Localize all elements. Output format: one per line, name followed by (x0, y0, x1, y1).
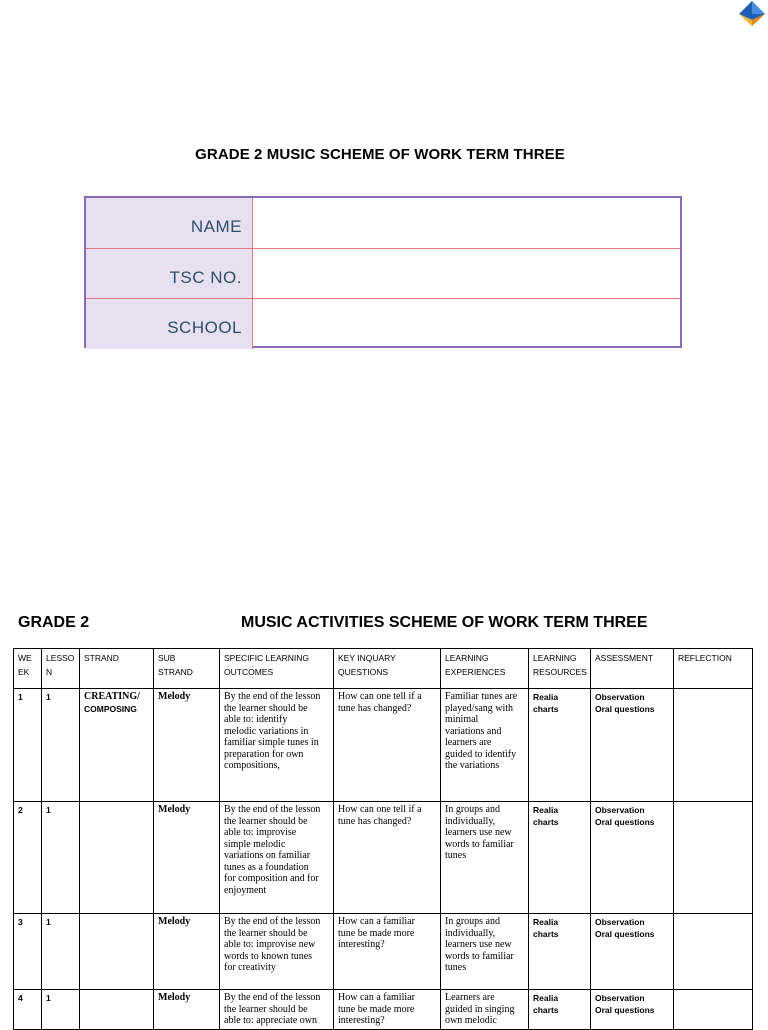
cell-line: Observation (595, 805, 645, 815)
cell-line: charts (533, 1005, 559, 1015)
assessment-cell (591, 802, 674, 914)
cell-text: Melody (158, 992, 191, 1003)
cell-line: melodic variations in (224, 725, 309, 737)
lesson-cell (42, 914, 80, 990)
column-header (14, 649, 42, 689)
column-header-text: WE (18, 653, 32, 663)
cell-text: 1 (46, 917, 51, 927)
table-row (14, 802, 753, 914)
cell-line: played/sang with (445, 702, 514, 714)
cell-line: Oral questions (595, 817, 655, 827)
column-header (220, 649, 334, 689)
cell-line: compositions, (224, 760, 280, 771)
cell-line: tune has changed? (338, 702, 412, 714)
column-header (154, 649, 220, 689)
cell-line: How can a familiar (338, 992, 415, 1003)
strand-cell (80, 689, 154, 802)
name-field[interactable] (254, 198, 680, 248)
column-header (80, 649, 154, 689)
cell-line: How can a familiar (338, 916, 415, 927)
scheme-of-work-table (13, 648, 753, 1030)
cell-line: guided in singing (445, 1003, 515, 1015)
cell-line: minimal (445, 714, 479, 725)
cell-line: individually, (445, 927, 496, 939)
column-header-text: N (46, 667, 53, 677)
column-header-text: RESOURCES (533, 667, 587, 677)
cell-line: charts (533, 929, 559, 939)
cell-line: tune be made more (338, 1003, 415, 1015)
cell-line: Oral questions (595, 1005, 655, 1015)
lesson-cell (42, 689, 80, 802)
cell-line: By the end of the lesson (224, 691, 321, 702)
column-header (42, 649, 80, 689)
reflection-cell (674, 914, 753, 990)
cell-line: able to: improvise (224, 827, 297, 838)
cell-line: By the end of the lesson (224, 916, 321, 927)
cell-line: In groups and (445, 804, 500, 815)
resources-cell (529, 914, 591, 990)
cell-line: Realia (533, 692, 559, 702)
document-title: GRADE 2 MUSIC SCHEME OF WORK TERM THREE (195, 146, 565, 163)
cell-line: interesting? (338, 1015, 385, 1026)
table-row (14, 914, 753, 990)
column-header-text: ASSESSMENT (595, 653, 654, 663)
column-header-text: STRAND (158, 667, 193, 677)
cell-line: learners are (445, 737, 492, 748)
cell-line: Observation (595, 993, 645, 1003)
cell-line: How can one tell if a (338, 691, 422, 702)
teacher-info-box (84, 196, 682, 348)
lesson-cell (42, 802, 80, 914)
cell-line: learners use new (445, 827, 512, 838)
column-header-text: STRAND (84, 653, 119, 663)
name-label: NAME (86, 198, 253, 248)
cell-line: words to known tunes (224, 950, 313, 962)
cell-text: 1 (46, 805, 51, 815)
week-cell (14, 914, 42, 990)
column-header-text: SUB (158, 653, 176, 663)
cell-line: Realia (533, 917, 559, 927)
cell-line: tune has changed? (338, 815, 412, 827)
cell-line: able to: improvise new (224, 939, 316, 950)
cell-text: 1 (46, 692, 51, 702)
resources-cell (529, 802, 591, 914)
cell-line: Oral questions (595, 704, 655, 714)
cell-line: By the end of the lesson (224, 992, 321, 1003)
experiences-cell (441, 914, 529, 990)
cell-line: own melodic (445, 1015, 497, 1026)
column-header (674, 649, 753, 689)
cell-line: the learner should be (224, 702, 308, 714)
cell-text: Melody (158, 916, 191, 927)
questions-cell (334, 914, 441, 990)
cell-line: variations and (445, 725, 502, 737)
cell-line: for composition and for (224, 873, 319, 884)
cell-line: words to familiar (445, 838, 514, 850)
cell-line: variations on familiar (224, 850, 311, 861)
column-header-text: EK (18, 667, 30, 677)
cell-line: able to: appreciate own (224, 1015, 318, 1026)
questions-cell (334, 689, 441, 802)
cell-line: able to: identify (224, 714, 288, 725)
cell-line: for creativity (224, 962, 276, 973)
cell-line: simple melodic (224, 838, 286, 850)
reflection-cell (674, 802, 753, 914)
experiences-cell (441, 689, 529, 802)
cell-line: Observation (595, 692, 645, 702)
cell-line: preparation for own (224, 748, 304, 760)
cell-text: 3 (18, 917, 23, 927)
cell-line: tunes (445, 962, 467, 973)
cell-line: the variations (445, 760, 500, 771)
outcomes-cell (220, 689, 334, 802)
column-header-text: SPECIFIC LEARNING (224, 653, 310, 663)
column-header (441, 649, 529, 689)
sub-strand-cell (154, 914, 220, 990)
cell-line: Realia (533, 993, 559, 1003)
outcomes-cell (220, 914, 334, 990)
cell-line: enjoyment (224, 884, 267, 896)
cell-line: the learner should be (224, 815, 308, 827)
info-row-name (86, 198, 680, 248)
cell-text: Melody (158, 691, 191, 702)
cell-line: Oral questions (595, 929, 655, 939)
cell-line: How can one tell if a (338, 804, 422, 815)
cell-line: charts (533, 704, 559, 714)
week-cell (14, 689, 42, 802)
cell-line: Familiar tunes are (445, 691, 518, 702)
diamond-logo-icon (737, 0, 767, 28)
tsc-label: TSC NO. (86, 249, 253, 299)
cell-line: tunes (445, 850, 467, 861)
column-header-text: LESSO (46, 653, 75, 663)
sub-strand-cell (154, 802, 220, 914)
cell-line: Learners are (445, 992, 495, 1003)
column-header-text: REFLECTION (678, 653, 732, 663)
questions-cell (334, 802, 441, 914)
table-header-row (14, 649, 753, 689)
column-header-text: EXPERIENCES (445, 667, 506, 677)
scheme-title: MUSIC ACTIVITIES SCHEME OF WORK TERM THREE (241, 614, 648, 631)
cell-line: the learner should be (224, 1003, 308, 1015)
column-header-text: LEARNING (533, 653, 577, 663)
cell-line: interesting? (338, 939, 385, 950)
column-header (529, 649, 591, 689)
strand-cell (80, 914, 154, 990)
assessment-cell (591, 914, 674, 990)
column-header-text: OUTCOMES (224, 667, 274, 677)
resources-cell (529, 689, 591, 802)
cell-line: individually, (445, 815, 496, 827)
column-header-text: QUESTIONS (338, 667, 389, 677)
cell-line: CREATING/ (84, 691, 140, 702)
school-field[interactable] (254, 299, 680, 349)
cell-line: By the end of the lesson (224, 804, 321, 815)
assessment-cell (591, 689, 674, 802)
cell-line: the learner should be (224, 927, 308, 939)
cell-text: Melody (158, 804, 191, 815)
experiences-cell (441, 802, 529, 914)
cell-line: COMPOSING (84, 703, 137, 714)
info-row-tsc (86, 248, 680, 299)
cell-line: Observation (595, 917, 645, 927)
sub-strand-cell (154, 689, 220, 802)
column-header-text: KEY INQUARY (338, 653, 396, 663)
strand-cell (80, 802, 154, 914)
cell-line: Realia (533, 805, 559, 815)
cell-line: familiar simple tunes in (224, 737, 319, 748)
cell-text: 1 (46, 993, 51, 1003)
column-header-text: LEARNING (445, 653, 489, 663)
cell-text: 1 (18, 692, 23, 702)
cell-line: guided to identify (445, 748, 517, 760)
reflection-cell (674, 689, 753, 802)
tsc-field[interactable] (254, 249, 680, 299)
column-header (591, 649, 674, 689)
cell-line: learners use new (445, 939, 512, 950)
table-row (14, 689, 753, 802)
cell-line: tunes as a foundation (224, 861, 309, 873)
grade-label: GRADE 2 (18, 614, 90, 631)
column-header (334, 649, 441, 689)
cell-line: charts (533, 817, 559, 827)
cell-text: 2 (18, 805, 23, 815)
cell-line: In groups and (445, 916, 500, 927)
outcomes-cell (220, 802, 334, 914)
week-cell (14, 802, 42, 914)
info-row-school (86, 298, 680, 349)
cell-line: words to familiar (445, 950, 514, 962)
cell-line: tune be made more (338, 927, 415, 939)
cell-text: 4 (18, 993, 23, 1003)
school-label: SCHOOL (86, 299, 253, 349)
